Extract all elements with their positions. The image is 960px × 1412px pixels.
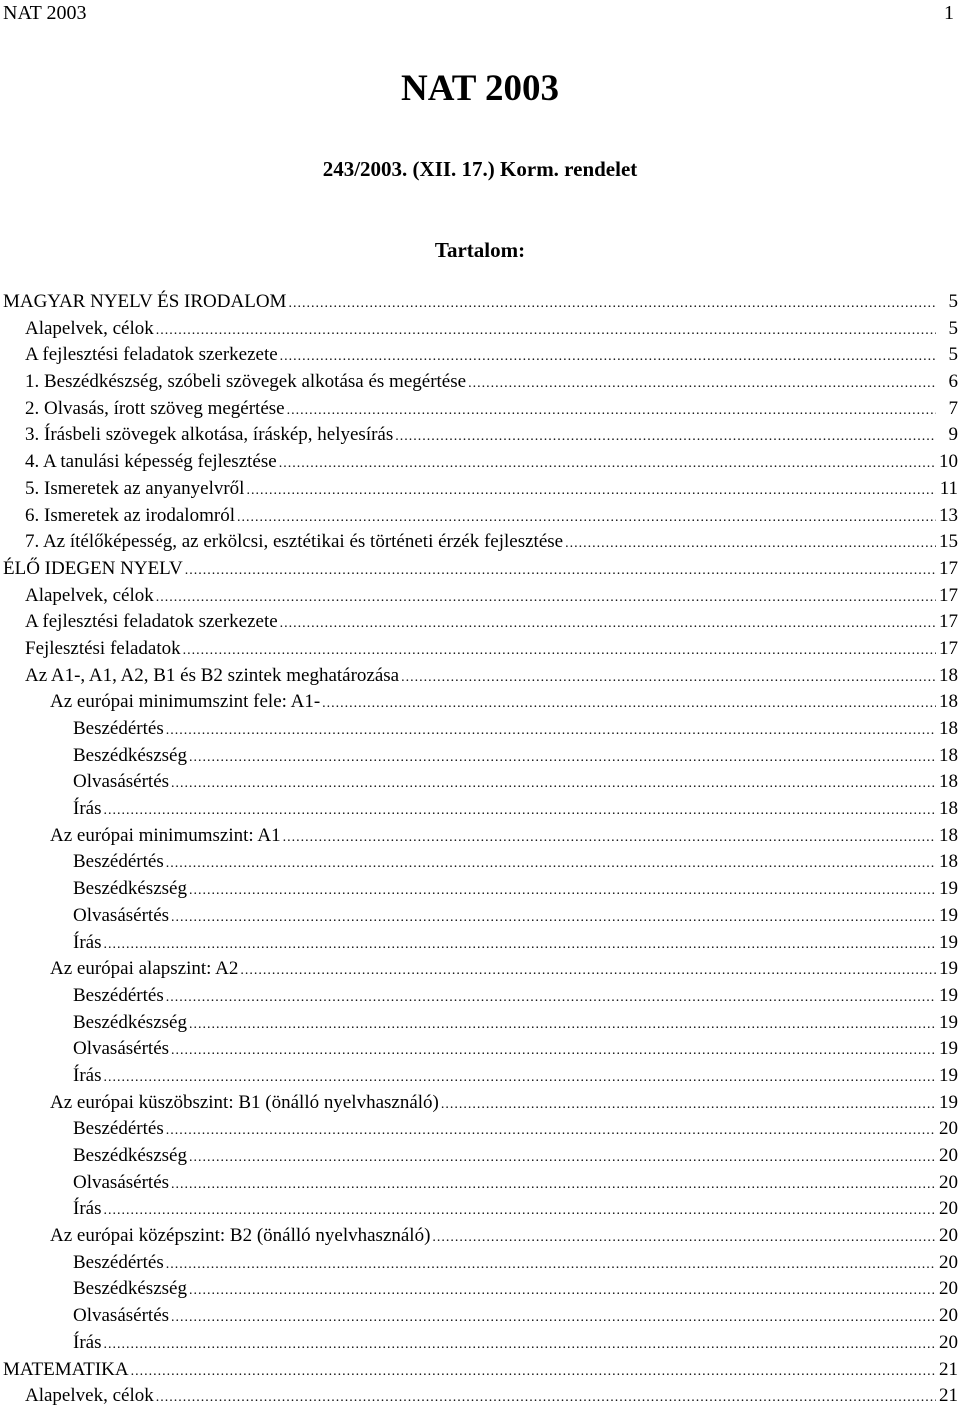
toc-entry[interactable] (3, 476, 958, 503)
toc-entry-label: Írás (73, 1331, 102, 1353)
toc-entry[interactable] (3, 930, 958, 957)
toc-entry[interactable] (3, 1276, 958, 1303)
toc-entry[interactable] (3, 1303, 958, 1330)
toc-entry-label: Olvasásértés (73, 1171, 170, 1193)
toc-entry[interactable] (3, 1330, 958, 1357)
toc-dot-leader (103, 798, 936, 825)
toc-entry[interactable] (3, 1250, 958, 1277)
running-header (0, 2, 960, 24)
toc-entry-page: 15 (939, 531, 958, 553)
toc-dot-leader (280, 344, 936, 371)
toc-dot-leader (189, 1278, 936, 1305)
toc-entry-page: 20 (939, 1118, 958, 1140)
toc-entry-label: Beszédértés (73, 718, 164, 739)
toc-entry-label: Olvasásértés (73, 771, 170, 793)
toc-entry-page: 5 (948, 344, 958, 366)
toc-dot-leader (171, 1305, 936, 1332)
toc-entry-label: Beszédértés (73, 984, 164, 1006)
toc-entry[interactable] (3, 422, 958, 449)
toc-entry[interactable] (3, 823, 958, 850)
toc-entry[interactable] (3, 849, 958, 876)
toc-entry-page: 7 (948, 397, 958, 419)
toc-entry-page: 19 (939, 931, 958, 953)
toc-entry-page: 6 (948, 371, 958, 393)
toc-entry-page: 19 (939, 904, 958, 926)
toc-entry-label: Beszédértés (73, 1118, 164, 1140)
toc-entry-label: Alapelvek, célok (25, 1385, 154, 1407)
toc-entry[interactable] (3, 1090, 958, 1117)
toc-dot-leader (103, 1332, 936, 1359)
toc-entry[interactable] (3, 1116, 958, 1143)
toc-entry-label: Beszédértés (73, 851, 164, 873)
toc-entry[interactable] (3, 369, 958, 396)
toc-entry-label: MAGYAR NYELV ÉS IRODALOM (3, 291, 287, 312)
toc-entry-page: 21 (939, 1385, 958, 1407)
toc-dot-leader (166, 718, 936, 745)
toc-dot-leader (189, 1012, 936, 1039)
toc-entry[interactable] (3, 689, 958, 716)
toc-dot-leader (395, 424, 936, 451)
toc-dot-leader (279, 451, 936, 478)
toc-dot-leader (441, 1092, 936, 1119)
toc-entry-page: 20 (939, 1225, 958, 1247)
toc-entry-page: 19 (939, 1038, 958, 1060)
toc-dot-leader (103, 1198, 936, 1225)
toc-entry-label: Az európai minimumszint fele: A1- (50, 691, 321, 713)
toc-entry-page: 17 (939, 584, 958, 606)
toc-entry-page: 20 (939, 1171, 958, 1193)
toc-entry[interactable] (3, 796, 958, 823)
toc-entry-label: Beszédkészség (73, 1011, 187, 1033)
toc-entry[interactable] (3, 876, 958, 903)
toc-entry-label: Olvasásértés (73, 904, 170, 926)
toc-dot-leader (288, 291, 936, 318)
toc-entry-page: 18 (939, 771, 958, 793)
toc-entry[interactable] (3, 449, 958, 476)
table-of-contents (3, 289, 958, 1410)
toc-dot-leader (156, 585, 936, 612)
toc-entry-label: ÉLŐ IDEGEN NYELV (3, 557, 183, 579)
toc-entry-page: 19 (939, 984, 958, 1006)
toc-entry-label: Az európai minimumszint: A1 (50, 824, 281, 846)
toc-entry-page: 18 (939, 691, 958, 713)
toc-entry-page: 10 (939, 451, 958, 473)
toc-entry-label: 3. Írásbeli szövegek alkotása, íráskép, helyesírás (25, 424, 394, 446)
toc-entry-page: 19 (939, 1011, 958, 1033)
toc-entry-page: 19 (939, 878, 958, 900)
toc-entry[interactable] (3, 743, 958, 770)
toc-entry[interactable] (3, 503, 958, 530)
toc-dot-leader (287, 398, 936, 425)
toc-entry-page: 5 (948, 291, 958, 312)
toc-entry-label: Az európai középszint: B2 (önálló nyelvhasználó) (50, 1225, 431, 1247)
toc-entry[interactable] (3, 289, 958, 316)
toc-entry-page: 19 (939, 1091, 958, 1113)
toc-entry-page: 17 (939, 611, 958, 633)
toc-entry[interactable] (3, 1170, 958, 1197)
toc-entry[interactable] (3, 1383, 958, 1410)
toc-entry[interactable] (3, 396, 958, 423)
toc-entry-label: Az európai küszöbszint: B1 (önálló nyelvhasználó) (50, 1091, 439, 1113)
toc-entry-label: Írás (73, 798, 102, 820)
toc-entry[interactable] (3, 716, 958, 743)
toc-dot-leader (156, 318, 936, 345)
toc-dot-leader (189, 745, 936, 772)
toc-entry-label: 6. Ismeretek az irodalomról (25, 504, 235, 526)
toc-entry[interactable] (3, 956, 958, 983)
toc-entry-page: 20 (939, 1278, 958, 1300)
toc-entry-label: Olvasásértés (73, 1305, 170, 1327)
toc-dot-leader (103, 932, 936, 959)
toc-entry-page: 20 (939, 1198, 958, 1220)
toc-entry[interactable] (3, 342, 958, 369)
toc-dot-leader (246, 478, 936, 505)
toc-entry-page: 18 (939, 744, 958, 766)
toc-entry-page: 18 (939, 798, 958, 820)
toc-entry-page: 17 (939, 557, 958, 579)
toc-entry-label: Beszédkészség (73, 1145, 187, 1166)
toc-dot-leader (171, 771, 936, 798)
toc-entry-label: Az európai alapszint: A2 (50, 958, 239, 980)
toc-entry[interactable] (3, 1223, 958, 1250)
toc-dot-leader (171, 905, 936, 932)
toc-entry-label: 2. Olvasás, írott szöveg megértése (25, 397, 285, 419)
toc-entry-page: 18 (939, 718, 958, 739)
toc-entry-label: 4. A tanulási képesség fejlesztése (25, 451, 277, 473)
toc-dot-leader (565, 531, 936, 558)
toc-entry-label: Beszédértés (73, 1251, 164, 1273)
toc-entry[interactable] (3, 983, 958, 1010)
toc-entry-label: 5. Ismeretek az anyanyelvről (25, 477, 245, 499)
toc-dot-leader (283, 825, 936, 852)
toc-entry-page: 9 (948, 424, 958, 446)
toc-dot-leader (131, 1359, 936, 1386)
toc-dot-leader (166, 851, 936, 878)
toc-entry-label: Beszédkészség (73, 1278, 187, 1300)
toc-entry-page: 20 (939, 1305, 958, 1327)
toc-entry-page: 5 (948, 317, 958, 339)
toc-entry-label: 7. Az ítélőképesség, az erkölcsi, esztétikai és történeti érzék fejlesztése (25, 531, 564, 553)
toc-entry-page: 20 (939, 1145, 958, 1166)
toc-entry-label: Alapelvek, célok (25, 317, 154, 339)
toc-dot-leader (240, 958, 936, 985)
toc-entry-label: Beszédkészség (73, 744, 187, 766)
toc-entry-label: Fejlesztési feladatok (25, 637, 181, 659)
toc-dot-leader (183, 638, 936, 665)
toc-dot-leader (401, 665, 936, 692)
toc-dot-leader (166, 985, 936, 1012)
toc-dot-leader (171, 1172, 936, 1199)
toc-dot-leader (189, 1145, 936, 1172)
toc-entry-label: Az A1-, A1, A2, B1 és B2 szintek meghatározása (25, 664, 400, 686)
toc-entry-page: 17 (939, 637, 958, 659)
toc-entry[interactable] (3, 583, 958, 610)
toc-entry[interactable] (3, 903, 958, 930)
toc-dot-leader (185, 558, 936, 585)
toc-entry-label: Beszédkészség (73, 878, 187, 900)
toc-entry-label: Írás (73, 1198, 102, 1220)
toc-entry-label: A fejlesztési feladatok szerkezete (25, 611, 278, 633)
toc-entry-page: 18 (939, 664, 958, 686)
toc-entry[interactable] (3, 663, 958, 690)
toc-entry[interactable] (3, 316, 958, 343)
toc-dot-leader (189, 878, 936, 905)
toc-entry-label: Alapelvek, célok (25, 584, 154, 606)
toc-entry-page: 21 (939, 1358, 958, 1380)
toc-entry[interactable] (3, 769, 958, 796)
toc-dot-leader (237, 505, 936, 532)
toc-entry-label: Olvasásértés (73, 1038, 170, 1060)
toc-dot-leader (103, 1065, 936, 1092)
toc-entry[interactable] (3, 636, 958, 663)
toc-entry[interactable] (3, 556, 958, 583)
toc-dot-leader (322, 691, 936, 718)
toc-entry[interactable] (3, 1036, 958, 1063)
toc-entry-label: MATEMATIKA (3, 1358, 129, 1380)
document-title: NAT 2003 (401, 68, 559, 109)
toc-entry[interactable] (3, 1063, 958, 1090)
toc-entry-page: 20 (939, 1331, 958, 1353)
toc-entry-page: 11 (939, 477, 958, 499)
toc-dot-leader (432, 1225, 936, 1252)
toc-entry[interactable] (3, 1196, 958, 1223)
toc-entry-page: 18 (939, 851, 958, 873)
toc-entry[interactable] (3, 1143, 958, 1170)
toc-entry-page: 13 (939, 504, 958, 526)
toc-dot-leader (280, 611, 936, 638)
toc-dot-leader (166, 1118, 936, 1145)
toc-dot-leader (171, 1038, 936, 1065)
toc-entry[interactable] (3, 609, 958, 636)
toc-entry-label: Írás (73, 1064, 102, 1086)
toc-entry[interactable] (3, 1010, 958, 1037)
header-title: NAT 2003 (3, 2, 87, 24)
toc-entry-page: 19 (939, 1064, 958, 1086)
toc-entry-label: Írás (73, 931, 102, 953)
toc-dot-leader (468, 371, 936, 398)
document-subtitle: 243/2003. (XII. 17.) Korm. rendelet (322, 157, 638, 181)
toc-entry-label: A fejlesztési feladatok szerkezete (25, 344, 278, 366)
toc-entry-page: 20 (939, 1251, 958, 1273)
toc-entry[interactable] (3, 529, 958, 556)
toc-entry-page: 18 (939, 824, 958, 846)
toc-heading: Tartalom: (434, 238, 526, 262)
toc-entry-page: 19 (939, 958, 958, 980)
toc-entry[interactable] (3, 1357, 958, 1384)
header-page-number: 1 (944, 2, 954, 24)
toc-entry-label: 1. Beszédkészség, szóbeli szövegek alkotása és megértése (25, 371, 467, 393)
toc-dot-leader (166, 1252, 936, 1279)
